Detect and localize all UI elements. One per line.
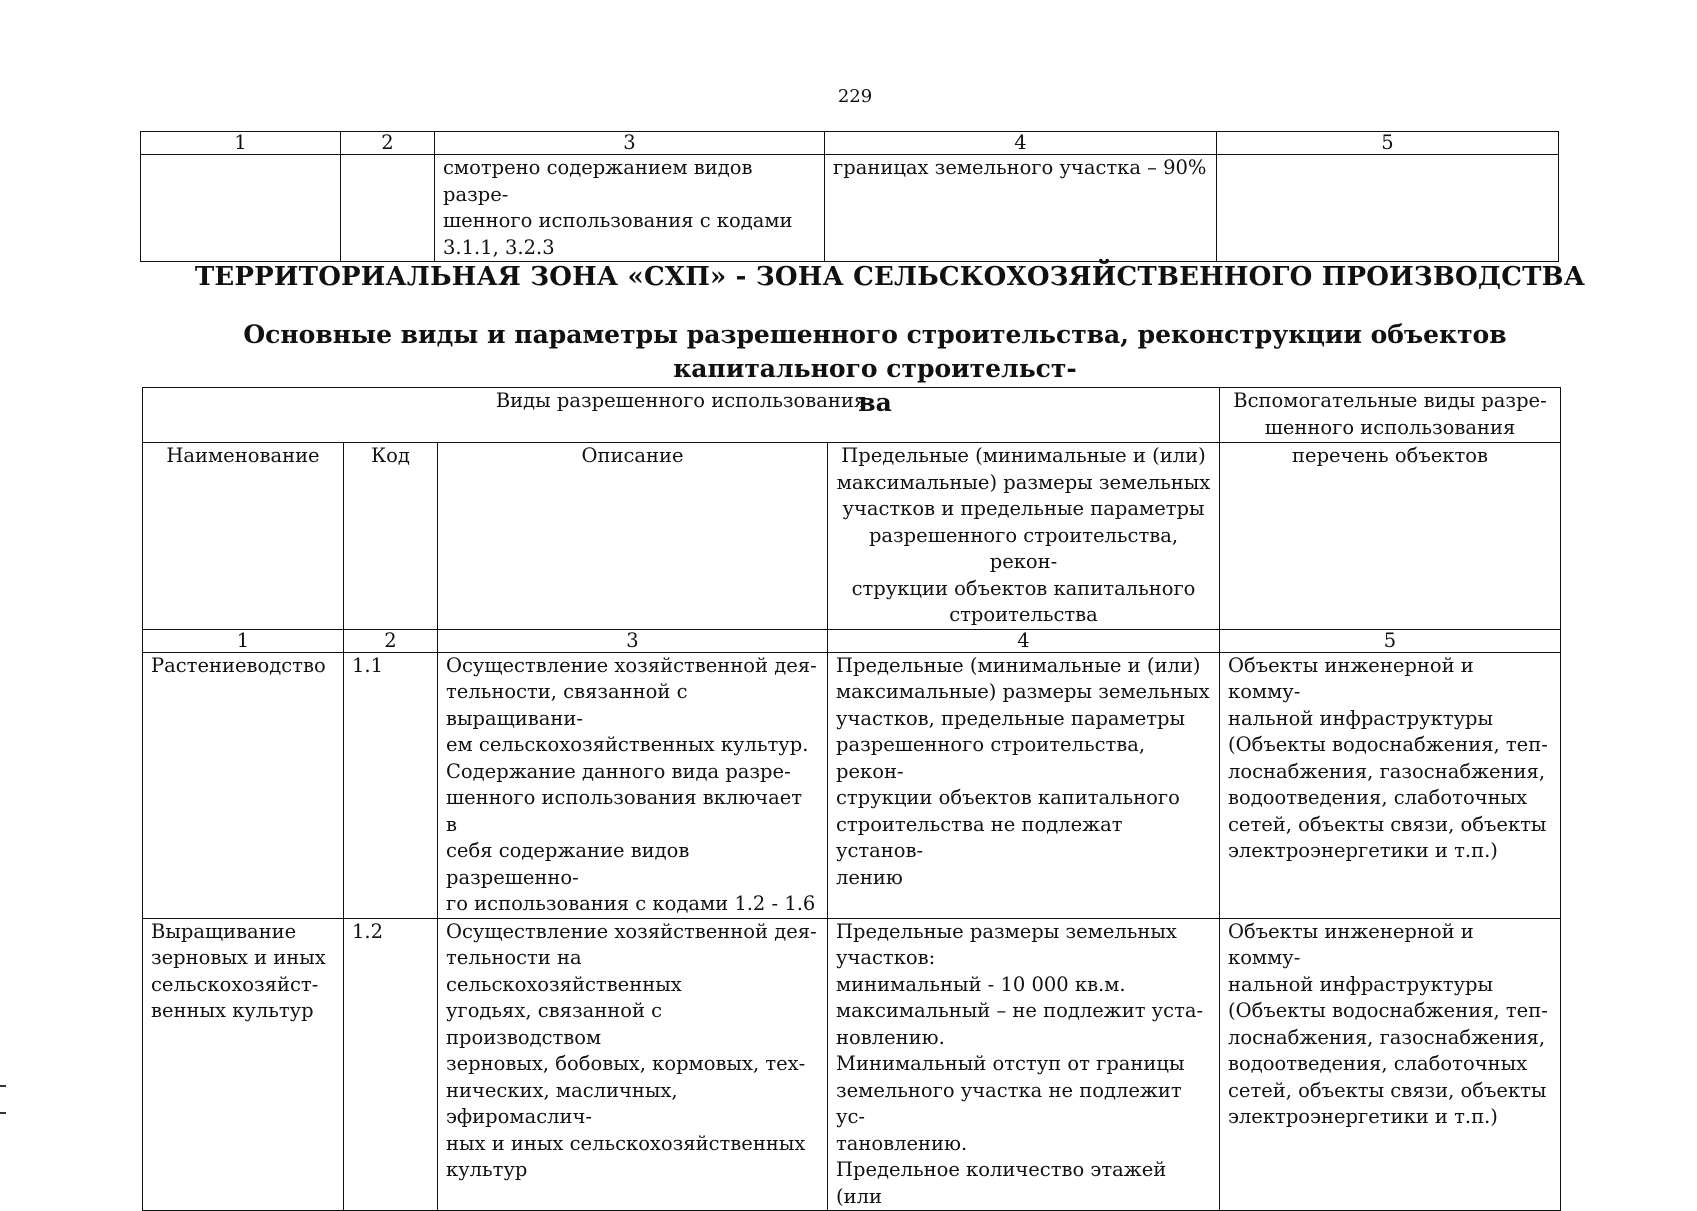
header-parameters: Предельные (минимальные и (или) максимальные) размеры земельных участков и предельные параметры разрешенного строительства, рекон- струкции объектов капитального строительства bbox=[828, 443, 1220, 630]
group-header-aux: Вспомогательные виды разре- шенного использования bbox=[1220, 388, 1561, 443]
cell-name bbox=[141, 155, 341, 262]
continuation-table bbox=[140, 131, 1559, 262]
column-number: 3 bbox=[438, 629, 828, 652]
header-name: Наименование bbox=[143, 443, 344, 630]
column-number: 5 bbox=[1220, 629, 1561, 652]
cell-parameters: Предельные (минимальные и (или) максимальные) размеры земельных участков, предельные параметры разрешенного строительства, рекон- струкции объектов капитального строительства не подлежат установ- лению bbox=[828, 652, 1220, 918]
column-number: 5 bbox=[1217, 132, 1559, 155]
cell-parameters: Предельные размеры земельных участков: минимальный - 10 000 кв.м. максимальный – не подлежит уста- новлению. Минимальный отступ от границы земельного участка не подлежит ус- тановлению. Предельное количество этажей (или bbox=[828, 918, 1220, 1211]
cell-auxiliary: Объекты инженерной и комму- нальной инфраструктуры (Объекты водоснабжения, теп- лоснабжения, газоснабжения, водоотведения, слаботочных сетей, объекты связи, объекты электроэнергетики и т.п.) bbox=[1220, 652, 1561, 918]
column-number-row bbox=[143, 629, 1561, 652]
table-row bbox=[143, 652, 1561, 918]
column-number: 4 bbox=[825, 132, 1217, 155]
header-description: Описание bbox=[438, 443, 828, 630]
group-header-main: Виды разрешенного использования bbox=[143, 388, 1220, 443]
column-number: 2 bbox=[341, 132, 435, 155]
margin-mark bbox=[0, 1112, 6, 1114]
page-number: 229 bbox=[837, 86, 873, 107]
cell-name: Растениеводство bbox=[143, 652, 344, 918]
cell-code: 1.1 bbox=[344, 652, 438, 918]
header-auxiliary: перечень объектов bbox=[1220, 443, 1561, 630]
column-number: 4 bbox=[828, 629, 1220, 652]
column-number: 3 bbox=[435, 132, 825, 155]
column-number: 1 bbox=[141, 132, 341, 155]
cell-description: смотрено содержанием видов разре- шенного использования с кодами 3.1.1, 3.2.3 bbox=[435, 155, 825, 262]
table-row bbox=[141, 155, 1559, 262]
cell-auxiliary: Объекты инженерной и комму- нальной инфраструктуры (Объекты водоснабжения, теп- лоснабжения, газоснабжения, водоотведения, слаботочных сетей, объекты связи, объекты электроэнергетики и т.п.) bbox=[1220, 918, 1561, 1211]
column-number: 1 bbox=[143, 629, 344, 652]
column-number: 2 bbox=[344, 629, 438, 652]
cell-auxiliary bbox=[1217, 155, 1559, 262]
table-row bbox=[143, 918, 1561, 1211]
cell-parameters: границах земельного участка – 90% bbox=[825, 155, 1217, 262]
column-header-row bbox=[143, 443, 1561, 630]
group-header-row bbox=[143, 388, 1561, 443]
cell-code bbox=[341, 155, 435, 262]
cell-code: 1.2 bbox=[344, 918, 438, 1211]
zone-title: ТЕРРИТОРИАЛЬНАЯ ЗОНА «СХП» - ЗОНА СЕЛЬСКОХОЗЯЙСТВЕННОГО ПРОИЗВОДСТВА bbox=[194, 262, 1586, 292]
main-table bbox=[142, 387, 1561, 1211]
cell-name: Выращивание зерновых и иных сельскохозяйст- венных культур bbox=[143, 918, 344, 1211]
cell-description: Осуществление хозяйственной дея- тельности на сельскохозяйственных угодьях, связанной с производством зерновых, бобовых, кормовых, тех- нических, масличных, эфиромаслич- ных и иных сельскохозяйственных культур bbox=[438, 918, 828, 1211]
header-code: Код bbox=[344, 443, 438, 630]
cell-description: Осуществление хозяйственной дея- тельности, связанной с выращивани- ем сельскохозяйственных культур. Содержание данного вида разре- шенного использования включает в себя содержание видов разрешенно- го использования с кодами 1.2 - 1.6 bbox=[438, 652, 828, 918]
margin-mark bbox=[0, 1085, 6, 1087]
section-title: Основные виды и параметры разрешенного строительства, реконструкции объектов капитального строительст- ва bbox=[243, 320, 1507, 417]
column-number-row bbox=[141, 132, 1559, 155]
